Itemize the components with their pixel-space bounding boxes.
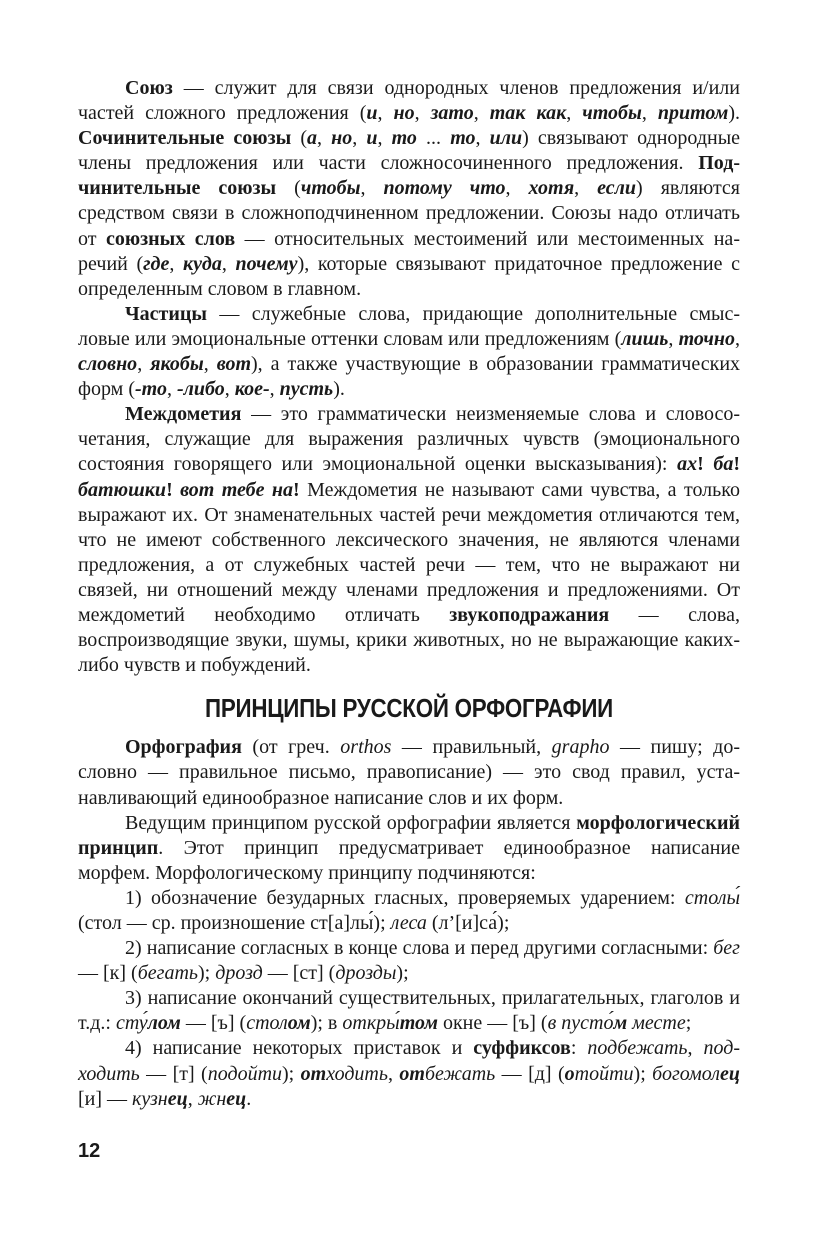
section-heading: ПРИНЦИПЫ РУССКОЙ ОРФОГРАФИИ [205,693,613,724]
paragraph-morphological-principle: Ведущим принципом русской орфографии является морфологический принцип. Этот принцип предусматривает единообразное написание морфем. Морфологическому принципу подчиняются: [78,811,740,884]
paragraph-conjunctions: Союз — служит для связи однородных членов предложения и/или частей сложного предложения (и, но, зато, так как, чтобы, притом). Сочинительные союзы (а, но, и, то ... то, или) связывают однородные члены предложения или части сложносочиненного предложения. Подчинительные союзы (чтобы, потому что, хотя, если) являются средством связи в сложноподчиненном предложении. Союзы надо отличать от союзных слов — относительных местоимений или местоименных наречий (где, куда, почему), которые связывают придаточное предложение с определенным словом в главном. [78,77,741,300]
page-number: 12 [78,1140,101,1162]
list-item-4: 4) написание некоторых приставок и суффиксов: подбежать, подходить — [т] (подойти); отходить, отбежать — [д] (отойти); богомолец [и] — кузнец, жнец. [78,1037,741,1110]
paragraph-orthography: Орфография (от греч. orthos — правильный, grapho — пишу; дословно — правильное письмо, правописание) — это свод правил, устанавливающий единообразное написание слов и их форм. [78,736,741,809]
text-column [78,76,740,1112]
list-item-2: 2) написание согласных в конце слова и перед другими согласными: бег — [к] (бегать); дрозд — [ст] (дрозды); [78,937,740,985]
paragraph-interjections: Междометия — это грамматически неизменяемые слова и словосочетания, служащие для выражения различных чувств (эмоционального состояния говорящего или эмоциональной оценки высказывания): ах! ба! батюшки! вот тебе на! Междометия не называют сами чувства, а только выражают их. От знаменательных частей речи междометия отличаются тем, что не имеют собственного лексического значения, не являются членами предложения, а от служебных частей речи — тем, что не выражают ни связей, ни отношений между членами предложения и предложениями. От междометий необходимо отличать звукоподражания — слова, воспроизводящие звуки, шумы, крики животных, но не выражающие каких-либо чувств и побуждений. [78,403,740,677]
list-item-3: 3) написание окончаний существительных, прилагательных, глаголов и т.д.: сту́лом — [ъ] (столом); в откры́том окне — [ъ] (в пусто́м месте; [78,987,740,1035]
list-item-1: 1) обозначение безударных гласных, проверяемых ударением: столы́ (стол — ср. произношение ст[а]лы́); леса (л’[и]са́); [78,886,740,934]
paragraph-particles: Частицы — служебные слова, придающие дополнительные смысловые или эмоциональные оттенки словам или предложениям (лишь, точно, словно, якобы, вот), а также участвующие в образовании грамматических форм (-то, -либо, кое-, пусть). [78,302,741,401]
